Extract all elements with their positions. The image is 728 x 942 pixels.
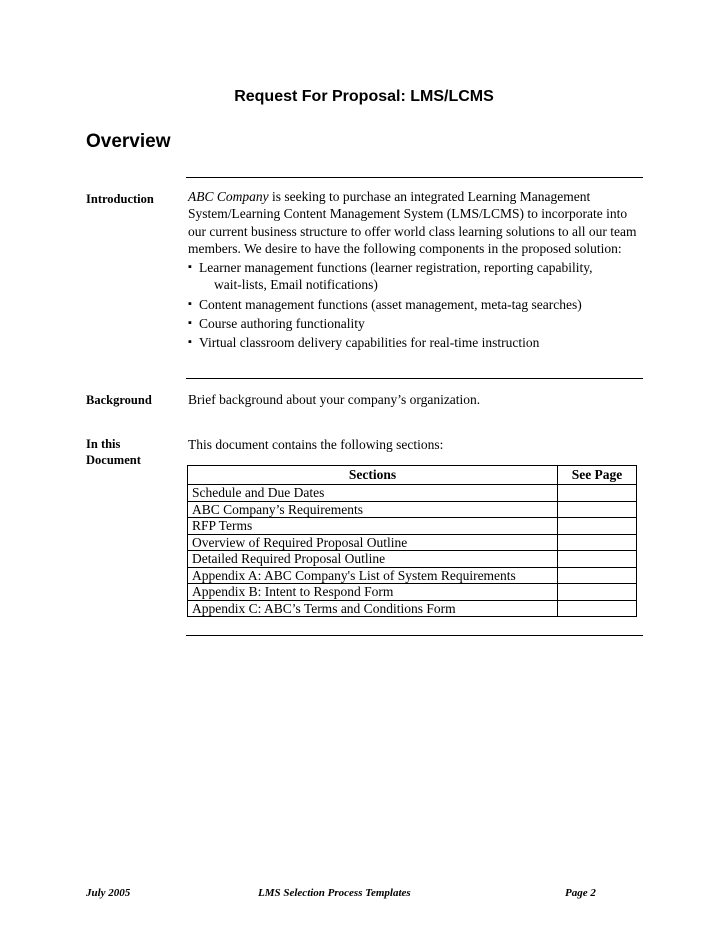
table-header-row [188, 466, 637, 485]
table-cell: Overview of Required Proposal Outline [188, 534, 558, 551]
table-row [188, 518, 637, 535]
table-row [188, 567, 637, 584]
bullet-icon: ▪ [188, 297, 192, 310]
table-cell: Appendix B: Intent to Respond Form [188, 584, 558, 601]
introduction-paragraph [188, 188, 643, 257]
table-cell [558, 501, 637, 518]
in-this-document-label [86, 436, 176, 468]
label-line: In this [86, 437, 121, 451]
divider-rule [186, 635, 643, 636]
list-item-text: Course authoring functionality [199, 316, 365, 332]
column-header: See Page [558, 466, 637, 485]
table-cell: Appendix C: ABC’s Terms and Conditions Form [188, 600, 558, 617]
company-name: ABC Company [188, 189, 269, 204]
table-row [188, 551, 637, 568]
table-cell [558, 567, 637, 584]
introduction-text: is seeking to purchase an integrated Learning Management System/Learning Content Management System (LMS/LCMS) to incorporate into our current business structure to offer world class learning solutions to all our team members. We desire to have the following components in the proposed solution: [188, 189, 637, 256]
footer-date: July 2005 [86, 887, 131, 899]
footer-page-number: Page 2 [565, 887, 596, 899]
footer-title: LMS Selection Process Templates [258, 887, 411, 899]
table-cell: Detailed Required Proposal Outline [188, 551, 558, 568]
introduction-body [188, 188, 643, 352]
in-this-document-intro: This document contains the following sections: [188, 437, 444, 452]
table-cell [558, 485, 637, 502]
introduction-label: Introduction [86, 192, 154, 206]
table-cell [558, 584, 637, 601]
divider-rule [186, 378, 643, 379]
background-label: Background [86, 393, 152, 407]
table-row [188, 584, 637, 601]
list-item [188, 259, 643, 294]
table-cell: RFP Terms [188, 518, 558, 535]
document-title: Request For Proposal: LMS/LCMS [234, 88, 494, 105]
component-list [188, 259, 643, 351]
list-item [188, 315, 643, 332]
list-item-text: Learner management functions (learner registration, reporting capability, [199, 260, 593, 276]
list-item-text: Content management functions (asset management, meta-tag searches) [199, 296, 582, 312]
bullet-icon: ▪ [188, 317, 192, 330]
table-row [188, 485, 637, 502]
background-body: Brief background about your company’s organization. [188, 392, 481, 407]
list-item [188, 334, 643, 351]
bullet-icon: ▪ [188, 261, 192, 274]
table-row [188, 534, 637, 551]
table-cell: Schedule and Due Dates [188, 485, 558, 502]
list-item-text-cont: wait-lists, Email notifications) [214, 277, 378, 293]
divider-rule [186, 177, 643, 178]
column-header: Sections [188, 466, 558, 485]
table-row [188, 600, 637, 617]
section-heading: Overview [86, 131, 171, 152]
label-line: Document [86, 453, 141, 467]
table-cell: ABC Company’s Requirements [188, 501, 558, 518]
table-cell [558, 551, 637, 568]
sections-table [187, 465, 637, 617]
list-item [188, 296, 643, 313]
table-cell [558, 518, 637, 535]
table-cell [558, 600, 637, 617]
table-cell: Appendix A: ABC Company's List of System Requirements [188, 567, 558, 584]
bullet-icon: ▪ [188, 336, 192, 349]
list-item-text: Virtual classroom delivery capabilities for real-time instruction [199, 335, 540, 351]
table-cell [558, 534, 637, 551]
table-row [188, 501, 637, 518]
